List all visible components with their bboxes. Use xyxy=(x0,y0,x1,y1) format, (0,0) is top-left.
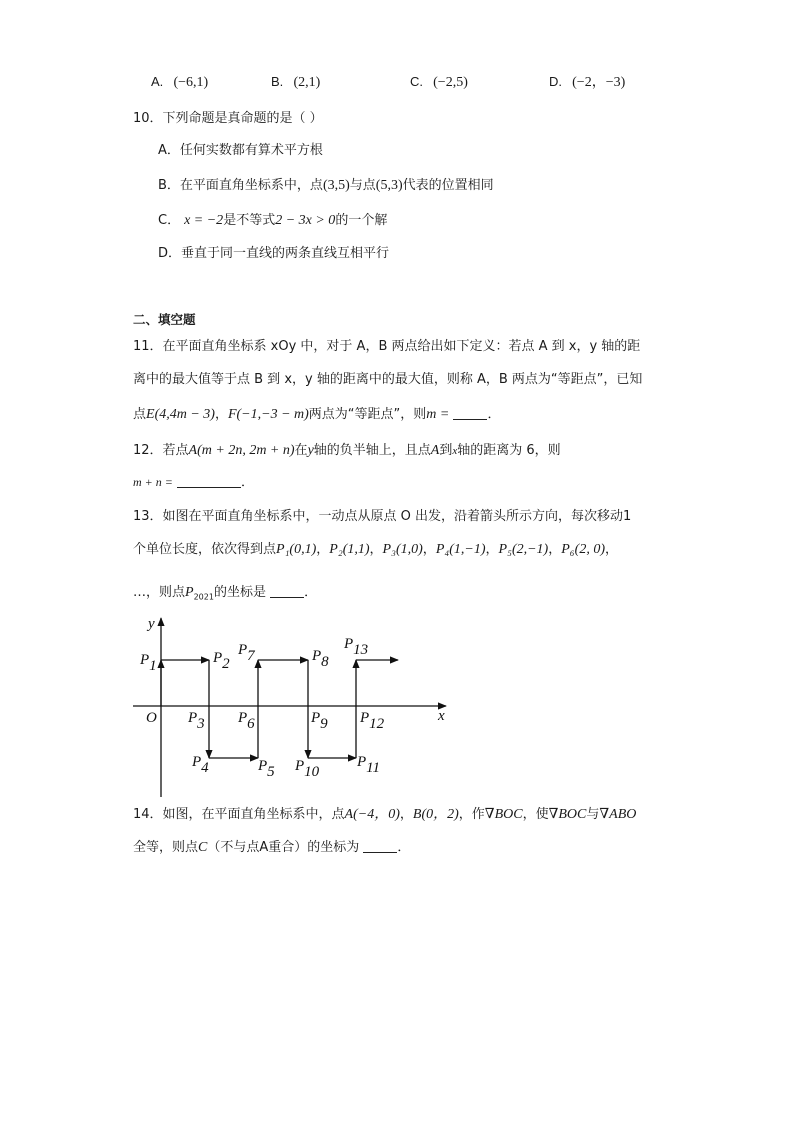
label-p12: P12 xyxy=(360,710,385,732)
q9-option-b: B. (2,1) xyxy=(271,74,321,90)
label-p13: P13 xyxy=(344,636,369,658)
q14-answer-blank[interactable] xyxy=(363,840,397,853)
q12-line1: 12．若点A(m + 2n, 2m + n)在y轴的负半轴上，且点A到x轴的距离为 6，则 xyxy=(133,443,561,458)
q10-option-c: C． x = −2是不等式2 − 3x > 0的一个解 xyxy=(158,213,388,228)
label-p1: P1 xyxy=(140,652,157,674)
q10-option-a: A．任何实数都有算术平方根 xyxy=(158,143,323,158)
label-p10: P10 xyxy=(295,758,320,780)
q12-answer-blank[interactable] xyxy=(177,475,241,488)
label-p11: P11 xyxy=(357,754,381,776)
label-p7: P7 xyxy=(238,642,255,664)
q11-line1: 11．在平面直角坐标系 xOy 中，对于 A，B 两点给出如下定义：若点 A 到 x，y 轴的距 xyxy=(133,339,641,354)
q9-option-a: A. (−6,1) xyxy=(151,74,209,90)
label-p5: P5 xyxy=(258,758,275,780)
q11-line3: 点E(4,4m − 3)，F(−1,−3 − m)两点为“等距点”，则m = ． xyxy=(133,407,501,422)
q13-line2: 个单位长度，依次得到点P₁(0,1)，P₂(1,1)，P₃(1,0)，P₄(1,−1)，P₅(2,−1)，P₆(2, 0)， xyxy=(133,542,619,557)
q10-option-b: B．在平面直角坐标系中，点(3,5)与点(5,3)代表的位置相同 xyxy=(158,178,494,193)
q12-line2: m + n = ． xyxy=(133,475,255,490)
q10-stem: 10．下列命题是真命题的是（ ） xyxy=(133,111,323,126)
q9-option-c: C. (−2,5) xyxy=(410,74,468,90)
label-p9: P9 xyxy=(311,710,328,732)
q11-answer-blank[interactable] xyxy=(453,407,487,420)
label-p6: P6 xyxy=(238,710,255,732)
q13-line3: …，则点$P_{2021}$的坐标是 ． xyxy=(133,585,318,602)
q10-option-d: D．垂直于同一直线的两条直线互相平行 xyxy=(158,246,390,261)
q13-answer-blank[interactable] xyxy=(270,585,304,598)
q14-line1: 14．如图，在平面直角坐标系中，点A(−4，0)，B(0，2)，作∇BOC，使∇BOC与∇ABO xyxy=(133,807,637,822)
q13-path-figure xyxy=(128,612,458,802)
axis-y-label: y xyxy=(148,616,155,632)
q13-line1: 13．如图在平面直角坐标系中，一动点从原点 O 出发，沿着箭头所示方向，每次移动1 xyxy=(133,509,632,524)
q9-option-d: D. (−2，−3) xyxy=(549,74,626,90)
q11-line2: 离中的最大值等于点 B 到 x，y 轴的距离中的最大值，则称 A，B 两点为“等距点”，已知 xyxy=(133,372,643,387)
axis-x-label: x xyxy=(438,708,445,724)
section-title: 二、填空题 xyxy=(133,312,196,327)
q14-line2: 全等，则点C（不与点A重合）的坐标为 ． xyxy=(133,840,411,855)
label-p3: P3 xyxy=(188,710,205,732)
origin-label: O xyxy=(146,710,157,726)
label-p4: P4 xyxy=(192,754,209,776)
label-p2: P2 xyxy=(213,650,230,672)
label-p8: P8 xyxy=(312,648,329,670)
